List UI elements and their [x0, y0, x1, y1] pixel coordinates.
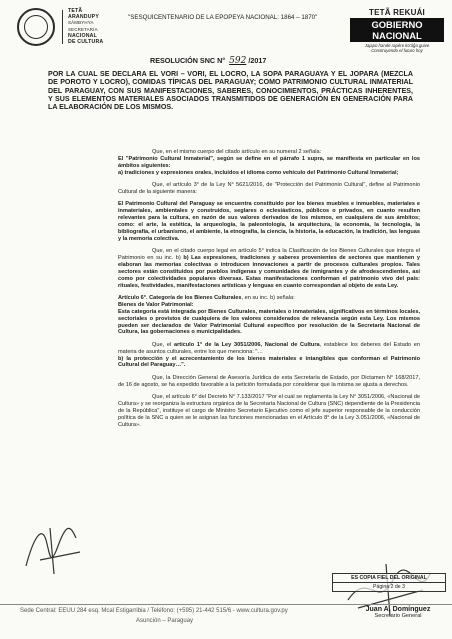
signer-name: Juan A. Domínguez	[365, 606, 431, 613]
resolution-title: POR LA CUAL SE DECLARA EL VORI – VORI, EL LOCRO, LA SOPA PARAGUAYA Y EL JOPARA (MEZCLA DE POROTO Y LOCRO), COMIDAS TÍPICAS DEL PARAGUAY; COMO PATRIMONIO CULTURAL INMATERIAL DEL PARAGUAY, CON SUS MANIFESTACIONES, SABERES, CONOCIMIENTOS, PRÁCTICAS INHERENTES, Y SUS ELEMENTOS MATERIALES ASOCIADOS TRANSMITIDOS DE GENERACIÓN EN GENERACIÓN PARA LA ELABORACIÓN DE LOS MISMOS.	[48, 70, 413, 112]
paragraph-4: Que, en el citado cuerpo legal en artículo 5° indica la Clasificación de los Bienes Culturales que integra el Patrimonio en su inc. b) b) Las expresiones, tradiciones y saberes provenientes de sectores que mantienen y elaboran las memorias colectivas o introducen innovaciones a partir de procesos culturales propios. Tales sectores están constituidos por pueblos indígenas y comunidades de inmigrantes y de afrodescendientes, así como por colectividades populares diversas. Estas manifestaciones conforman el patrimonio vivo del país: rituales, festividades, manifestaciones artísticas y lenguas en cuanto correspondan al objeto de esta Ley.	[118, 248, 421, 289]
paragraph-3: El Patrimonio Cultural del Paraguay se encuentra constituido por los bienes muebles e inmuebles, materiales e inmateriales, ambientales y construidos, seglares o eclesiásticos, públicos o privados, en cuanto resulten relevantes para la cultura, en razón de sus valores derivados de los mismos, en cualquiera de sus ámbitos; como: el arte, la estética, la arqueología, la paleontología, la arquitectura, la economía, la tecnología, la bibliografía, el urbanismo, el ambiente, la etnografía, la ciencia, la historia, la educación, la tradición, las lenguas y la memoria colectiva.	[118, 201, 420, 242]
signer-title: Secretario General	[374, 613, 422, 619]
resolution-number: 592	[229, 56, 247, 66]
paragraph-1: Que, en el mismo cuerpo del citado artículo en su numeral 2 señala: El "Patrimonio Cultural Inmaterial", según se define en el párrafo 1 supra, se manifiesta en particular en los ámbitos siguientes: a) tradiciones y expresiones orales, incluidos el idioma como vehículo del Patrimonio Cultural Inmaterial;	[118, 149, 420, 176]
sesquicentenario-heading: "SESQUICENTENARIO DE LA EPOPEYA NACIONAL: 1864 – 1870"	[128, 14, 318, 21]
footer-city: Asunción – Paraguay	[136, 618, 194, 624]
footer-divider	[0, 604, 452, 605]
paragraph-7: Que, la Dirección General de Asesoría Jurídica de esta Secretaría de Estado, por Dictamen N° 168/2017, de 16 de agosto, se ha expedido favorable a la petición formulada por considerar que la misma se ajusta a derechos.	[118, 374, 420, 388]
paragraph-2: Que, el artículo 3° de la Ley N° 5621/2016, de "Protección del Patrimonio Cultural", define al Patrimonio Cultural de la siguiente manera:	[118, 182, 420, 195]
certified-copy-stamp: ES COPIA FIEL DEL ORIGINAL Página 2 de 3	[332, 573, 446, 592]
snc-logo: TETÃ ARANDUPY SÂMBYHYA SECRETARÍA NACIONAL DE CULTURA	[68, 8, 104, 46]
handwritten-signature	[20, 516, 90, 576]
gobierno-nacional-logo: TETÃ REKUÁI GOBIERNO NACIONAL Jajapo hande rapére ko'áĝa guive Construyendo el futuro hoy	[350, 8, 444, 53]
signer-block	[358, 606, 438, 619]
national-seal-logo	[17, 8, 55, 46]
paragraph-6: Que, el artículo 1° de la Ley 3051/2006, Nacional de Cultura, establece los deberes del Estado en materia de asuntos culturales, entre los que menciona: "… b) la protección y el acrecentamiento de los bienes materiales e intangibles que conforman el Patrimonio Cultural del Paraguay…".	[118, 341, 420, 369]
paragraph-8: Que, el artículo 6° del Decreto N° 7.133/2017 "Por el cual se reglamenta la Ley N° 3051/2006, «Nacional de Cultura» y se reorganiza la estructura orgánica de la Secretaría Nacional de Cultura (SNC) dependiente de la Presidencia de la República", instituye el cargo de Ministro Secretario Ejecutivo como el jefe superior responsable de la conducción política de la SNC a quien se le asignan las funciones mencionadas en el Artículo 8° de la Ley 3.051/2006, «Nacional de Cultura».	[118, 393, 420, 428]
resolution-number-line: RESOLUCIÓN SNC N° 592 /2017	[150, 56, 267, 66]
footer-address: Sede Central: EEUU 284 esq. Mcal Estigarribia / Teléfono: (+595) 21-442 515/6 - www.cultura.gov.py	[20, 608, 288, 614]
header-divider	[62, 10, 63, 44]
paragraph-5: Artículo 6°. Categoría de los Bienes Culturales, en su inc. b) señala: Bienes de Valor Patrimonial: Esta categoría está integrada por Bienes Culturales, materiales o inmateriales, significativos en términos locales, sectoriales o provistos de cualquiera de los valores considerados de relevancia según esta Ley. Los mismos pueden ser declarados de Valor Patrimonial Cultural específico por resolución de la Secretaría Nacional de Cultura, las gobernaciones o municipalidades.	[118, 294, 420, 336]
document-body	[118, 149, 420, 434]
